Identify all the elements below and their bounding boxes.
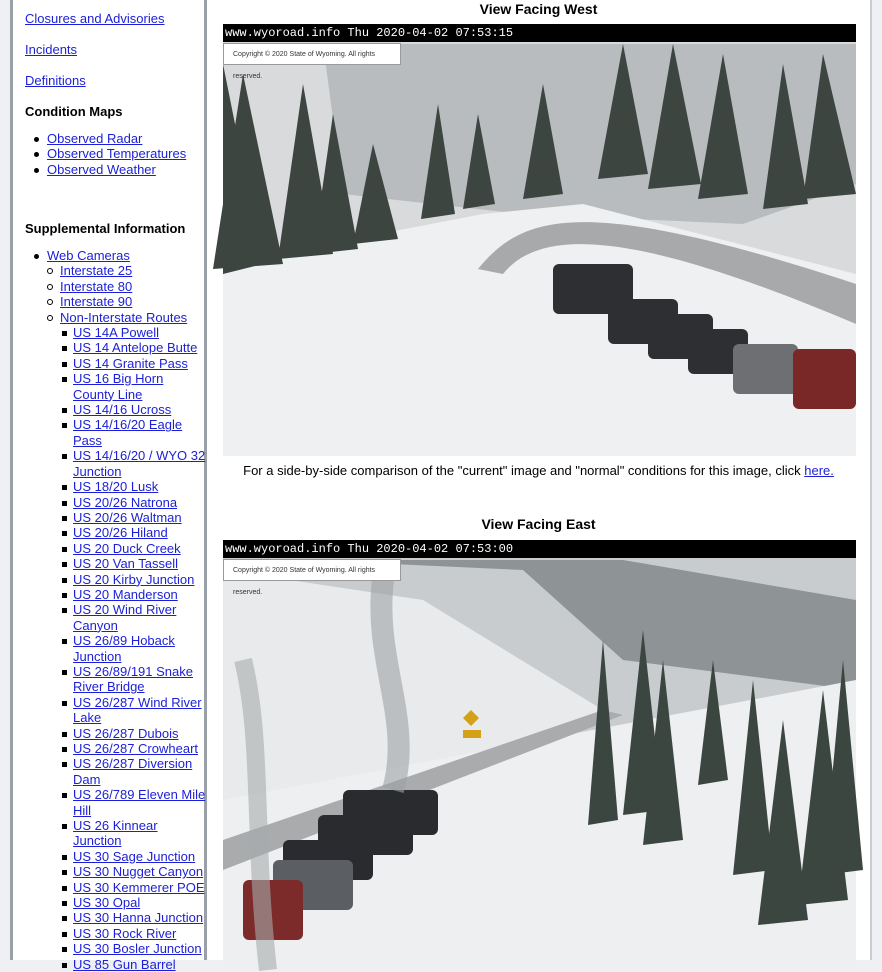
link-observed-radar[interactable]: Observed Radar [47,131,143,146]
route-link[interactable]: US 30 Nugget Canyon [73,864,204,880]
route-link[interactable]: US 26/287 Wind River Lake [73,694,202,726]
list-item [73,417,207,448]
east-timestamp: www.wyoroad.info Thu 2020-04-02 07:53:00 [223,540,856,558]
list-item [73,910,207,925]
link-definitions[interactable]: Definitions [25,73,86,88]
link-observed-weather[interactable]: Observed Weather [47,161,156,177]
supplemental-list [47,248,207,972]
list-item [60,310,207,972]
list-item [73,787,207,818]
route-list [60,325,207,972]
comparison-caption [207,463,870,478]
west-timestamp: www.wyoroad.info Thu 2020-04-02 07:53:15 [223,24,856,42]
list-item [73,448,207,479]
route-link[interactable]: US 20 Duck Creek [73,540,181,556]
main-content [207,0,870,960]
comparison-caption-text: For a side-by-side comparison of the "current" image and "normal" conditions for this image, click [243,463,801,478]
list-item [60,279,207,294]
route-link[interactable]: US 20 Kirby Junction [73,571,195,587]
list-item [60,263,207,278]
link-closures-advisories[interactable]: Closures and Advisories [25,11,165,26]
route-link[interactable]: US 14/16/20 Eagle Pass [73,417,183,448]
list-item [73,340,207,355]
route-link[interactable]: US 20 Wind River Canyon [73,602,177,633]
list-item [73,864,207,879]
list-item [73,371,207,402]
web-camera-categories [47,263,207,972]
condition-maps-heading: Condition Maps [25,104,123,119]
list-item [73,849,207,864]
route-link[interactable]: US 26 Kinnear Junction [73,818,158,849]
link-interstate-25[interactable]: Interstate 25 [60,263,133,279]
list-item [47,131,186,146]
list-item [60,294,207,309]
route-link[interactable]: US 20 Van Tassell [73,556,179,572]
list-item [73,895,207,910]
link-observed-temperatures[interactable]: Observed Temperatures [47,146,187,162]
list-item [73,957,207,972]
comparison-here-link[interactable]: here. [804,463,834,478]
list-item [73,402,207,417]
list-item [73,726,207,741]
list-item [47,162,186,177]
route-link[interactable]: US 30 Kemmerer POE [73,879,205,895]
condition-maps-list [47,131,186,177]
route-link[interactable]: US 14 Granite Pass [73,355,188,371]
list-item [73,587,207,602]
route-link[interactable]: US 20/26 Hiland [73,525,168,541]
list-item [73,479,207,494]
route-link[interactable]: US 26/789 Eleven Mile Hill [73,787,206,818]
list-item [73,525,207,540]
list-item [73,556,207,571]
route-link[interactable]: US 18/20 Lusk [73,479,159,495]
list-item [73,325,207,340]
list-item [73,756,207,787]
route-link[interactable]: US 14/16 Ucross [73,402,172,418]
route-link[interactable]: US 26/287 Diversion Dam [73,756,193,787]
route-link[interactable]: US 26/89 Hoback Junction [73,633,175,664]
link-non-interstate-routes[interactable]: Non-Interstate Routes [60,309,188,325]
list-item [73,495,207,510]
west-camera-scene [223,24,856,456]
window-edge [870,0,882,960]
supplemental-heading: Supplemental Information [25,221,186,236]
west-copyright: Copyright © 2020 State of Wyoming. All rights reserved. [223,43,401,65]
route-link[interactable]: US 14 Antelope Butte [73,340,198,356]
east-view-title: View Facing East [481,516,596,532]
list-item [73,633,207,664]
list-item [73,541,207,556]
link-interstate-90[interactable]: Interstate 90 [60,294,133,310]
list-item [73,510,207,525]
link-incidents[interactable]: Incidents [25,42,78,57]
route-link[interactable]: US 26/287 Crowheart [73,741,199,756]
link-web-cameras[interactable]: Web Cameras [47,248,130,263]
list-item [73,664,207,695]
route-link[interactable]: US 14/16/20 / WYO 32 Junction [73,448,206,479]
route-link[interactable]: US 26/287 Dubois [73,725,179,741]
list-item [47,248,207,972]
list-item [73,941,207,956]
list-item [73,602,207,633]
route-link[interactable]: US 30 Hanna Junction [73,910,204,926]
west-camera-image [223,24,856,456]
east-copyright: Copyright © 2020 State of Wyoming. All rights reserved. [223,559,401,581]
link-interstate-80[interactable]: Interstate 80 [60,278,133,294]
list-item [73,741,207,756]
route-link[interactable]: US 20/26 Natrona [73,494,178,510]
list-item [73,818,207,849]
route-link[interactable]: US 30 Rock River [73,925,177,941]
route-link[interactable]: US 30 Opal [73,895,141,911]
list-item [47,146,186,161]
route-link[interactable]: US 26/89/191 Snake River Bridge [73,663,193,695]
list-item [73,356,207,371]
list-item [73,926,207,941]
route-link[interactable]: US 16 Big Horn County Line [73,371,164,402]
list-item [73,695,207,726]
east-camera-scene [223,540,856,970]
list-item [73,880,207,895]
west-view-title: View Facing West [479,1,598,17]
route-link[interactable]: US 20/26 Waltman [73,509,182,525]
east-camera-image [223,540,856,970]
route-link[interactable]: US 14A Powell [73,325,159,341]
sidebar [10,0,207,972]
route-link[interactable]: US 30 Sage Junction [73,848,196,864]
route-link[interactable]: US 85 Gun Barrel [73,956,176,972]
route-link[interactable]: US 30 Bosler Junction [73,941,202,957]
route-link[interactable]: US 20 Manderson [73,586,178,602]
list-item [73,572,207,587]
